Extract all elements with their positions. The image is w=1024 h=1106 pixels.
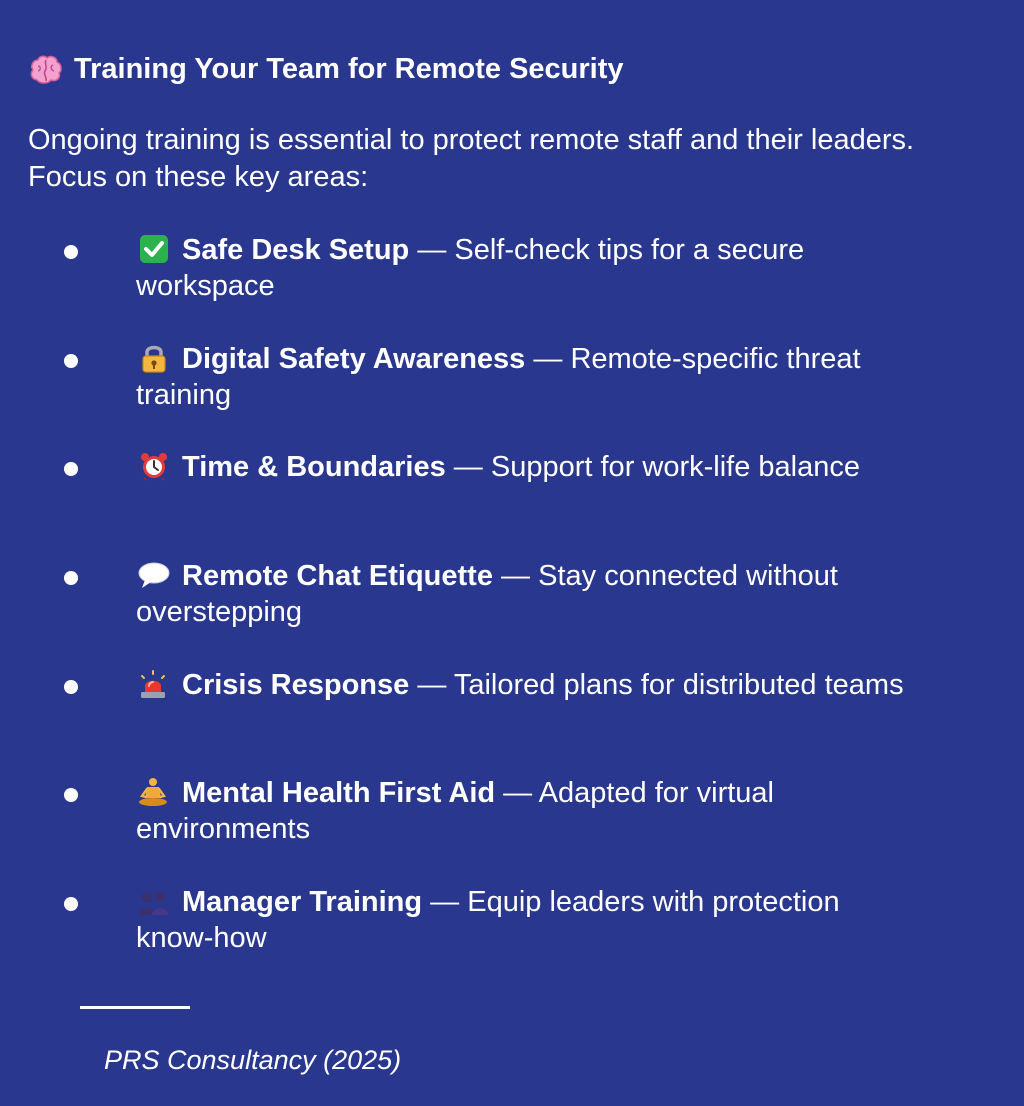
item-description: Support for work-life balance xyxy=(490,451,861,484)
list-item xyxy=(0,775,1024,884)
training-area-list xyxy=(0,232,1024,993)
alarm-clock-icon xyxy=(136,451,170,481)
list-item xyxy=(0,558,1024,667)
item-separator: — xyxy=(409,234,455,266)
item-description: Stay connected without overstepping xyxy=(136,560,838,629)
item-title: Time & Boundaries xyxy=(182,451,446,484)
citation: PRS Consultancy (2025) xyxy=(104,1045,402,1075)
item-title: Remote Chat Etiquette xyxy=(182,560,493,593)
bullet xyxy=(64,245,78,259)
people-icon xyxy=(136,886,170,916)
siren-icon xyxy=(136,669,170,699)
speech-bubble-icon xyxy=(136,560,170,590)
divider xyxy=(80,1006,190,1009)
item-separator: — xyxy=(525,342,571,375)
item-separator: — xyxy=(445,451,491,484)
item-separator: — xyxy=(495,777,539,810)
list-item xyxy=(0,449,1024,558)
item-separator: — xyxy=(492,560,539,593)
check-mark-icon xyxy=(136,234,170,264)
item-title: Digital Safety Awareness xyxy=(182,342,526,375)
list-item xyxy=(0,667,1024,776)
item-description: Equip leaders with protection know-how xyxy=(136,886,840,955)
padlock-icon xyxy=(136,343,170,373)
item-description: Tailored plans for distributed teams xyxy=(453,668,904,701)
bullet xyxy=(64,354,78,368)
item-title: Crisis Response xyxy=(182,668,410,701)
heading-text: Training Your Team for Remote Security xyxy=(74,53,624,85)
item-title: Manager Training xyxy=(182,886,423,919)
item-description: Self-check tips for a secure workspace xyxy=(136,234,805,302)
list-item xyxy=(0,884,1024,993)
item-title: Mental Health First Aid xyxy=(182,777,496,810)
list-item xyxy=(0,341,1024,450)
bullet xyxy=(64,897,78,911)
item-description: Remote-specific threat training xyxy=(136,342,861,411)
bullet xyxy=(64,571,78,585)
heading xyxy=(28,50,624,88)
bullet xyxy=(64,462,78,476)
meditation-icon xyxy=(136,777,170,807)
bullet xyxy=(64,680,78,694)
item-separator: — xyxy=(409,668,454,701)
bullet xyxy=(64,788,78,802)
item-separator: — xyxy=(422,886,468,919)
brain-icon xyxy=(28,51,64,87)
item-title: Safe Desk Setup xyxy=(182,234,410,266)
intro-text: Ongoing training is essential to protect remote staff and their leaders. Focus on these key areas: xyxy=(28,124,915,193)
item-description: Adapted for virtual environments xyxy=(136,777,774,846)
list-item xyxy=(0,232,1024,341)
